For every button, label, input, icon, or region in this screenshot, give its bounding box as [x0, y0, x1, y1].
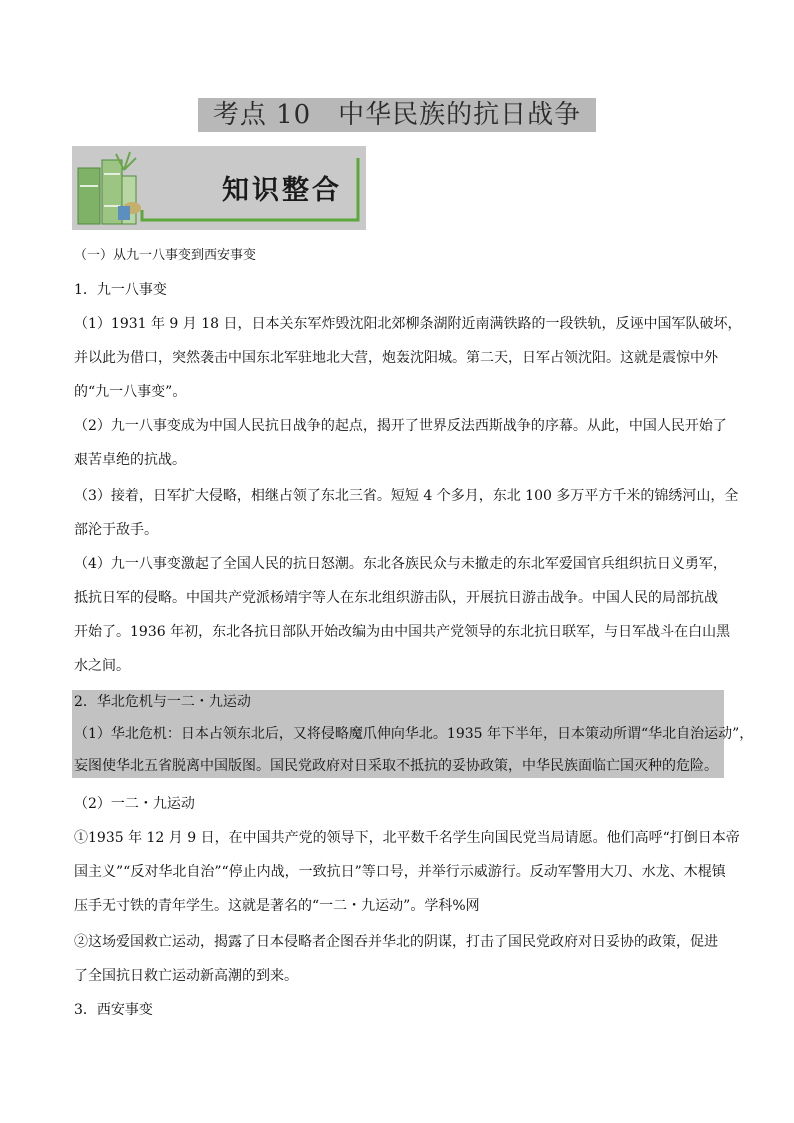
paragraph-line: 并以此为借口，突然袭击中国东北军驻地北大营，炮轰沈阳城。第二天，日军占领沈阳。这就是震惊中外: [74, 350, 718, 366]
section-heading: （一）从九一八事变到西安事变: [74, 248, 257, 263]
subsection-heading: （2）一二・九运动: [74, 796, 195, 812]
paragraph-line: （1）华北危机：日本占领东北后，又将侵略魔爪伸向华北。1935 年下半年，日本策动所谓“华北自治运动”，: [74, 726, 754, 742]
paragraph-line: ①1935 年 12 月 9 日，在中国共产党的领导下，北平数千名学生向国民党当局请愿。他们高呼“打倒日本帝: [74, 830, 740, 846]
paragraph-line: ②这场爱国救亡运动，揭露了日本侵略者企图吞并华北的阴谋，打击了国民党政府对日妥协的政策，促进: [74, 934, 718, 950]
paragraph-line: （3）接着，日军扩大侵略，相继占领了东北三省。短短 4 个多月，东北 100 多万平方千米的锦绣河山，全: [74, 488, 739, 504]
subsection-heading: 3．西安事变: [74, 1002, 153, 1018]
paragraph-line: 抵抗日军的侵略。中国共产党派杨靖宇等人在东北组织游击队，开展抗日游击战争。中国人民的局部抗战: [74, 590, 718, 606]
paragraph-line: 部沦于敌手。: [74, 522, 158, 538]
section-banner: [72, 146, 366, 230]
paragraph-line: 艰苦卓绝的抗战。: [74, 452, 186, 468]
highlighted-block: [72, 690, 754, 778]
subsection-heading: 1．九一八事变: [74, 282, 167, 298]
paragraph-line: 压手无寸铁的青年学生。这就是著名的“一二・九运动”。学科%网: [74, 898, 480, 914]
subsection-heading: 2．华北危机与一二・九运动: [74, 694, 251, 710]
paragraph-line: 了全国抗日救亡运动新高潮的到来。: [74, 968, 298, 984]
paragraph-line: 的“九一八事变”。: [74, 384, 187, 400]
paragraph-line: 开始了。1936 年初，东北各抗日部队开始改编为由中国共产党领导的东北抗日联军，与日军战斗在白山黑: [74, 624, 731, 640]
paragraph-line: （1）1931 年 9 月 18 日，日本关东军炸毁沈阳北郊柳条湖附近南满铁路的一段铁轨，反诬中国军队破坏，: [74, 316, 742, 332]
paragraph-line: 妄图使华北五省脱离中国版图。国民党政府对日采取不抵抗的妥协政策，中华民族面临亡国灭种的危险。: [74, 758, 718, 774]
paragraph-line: 国主义”“反对华北自治”“停止内战，一致抗日”等口号，并举行示威游行。反动军警用大刀、水龙、木棍镇: [74, 864, 726, 880]
paragraph-line: 水之间。: [74, 658, 130, 674]
paragraph-line: （4）九一八事变激起了全国人民的抗日怒潮。东北各族民众与未撤走的东北军爱国官兵组织抗日义勇军，: [74, 556, 727, 572]
page-title: 考点 10 中华民族的抗日战争: [198, 98, 596, 132]
banner-label: 知识整合: [222, 175, 342, 206]
paragraph-line: （2）九一八事变成为中国人民抗日战争的起点，揭开了世界反法西斯战争的序幕。从此，中国人民开始了: [74, 418, 727, 434]
